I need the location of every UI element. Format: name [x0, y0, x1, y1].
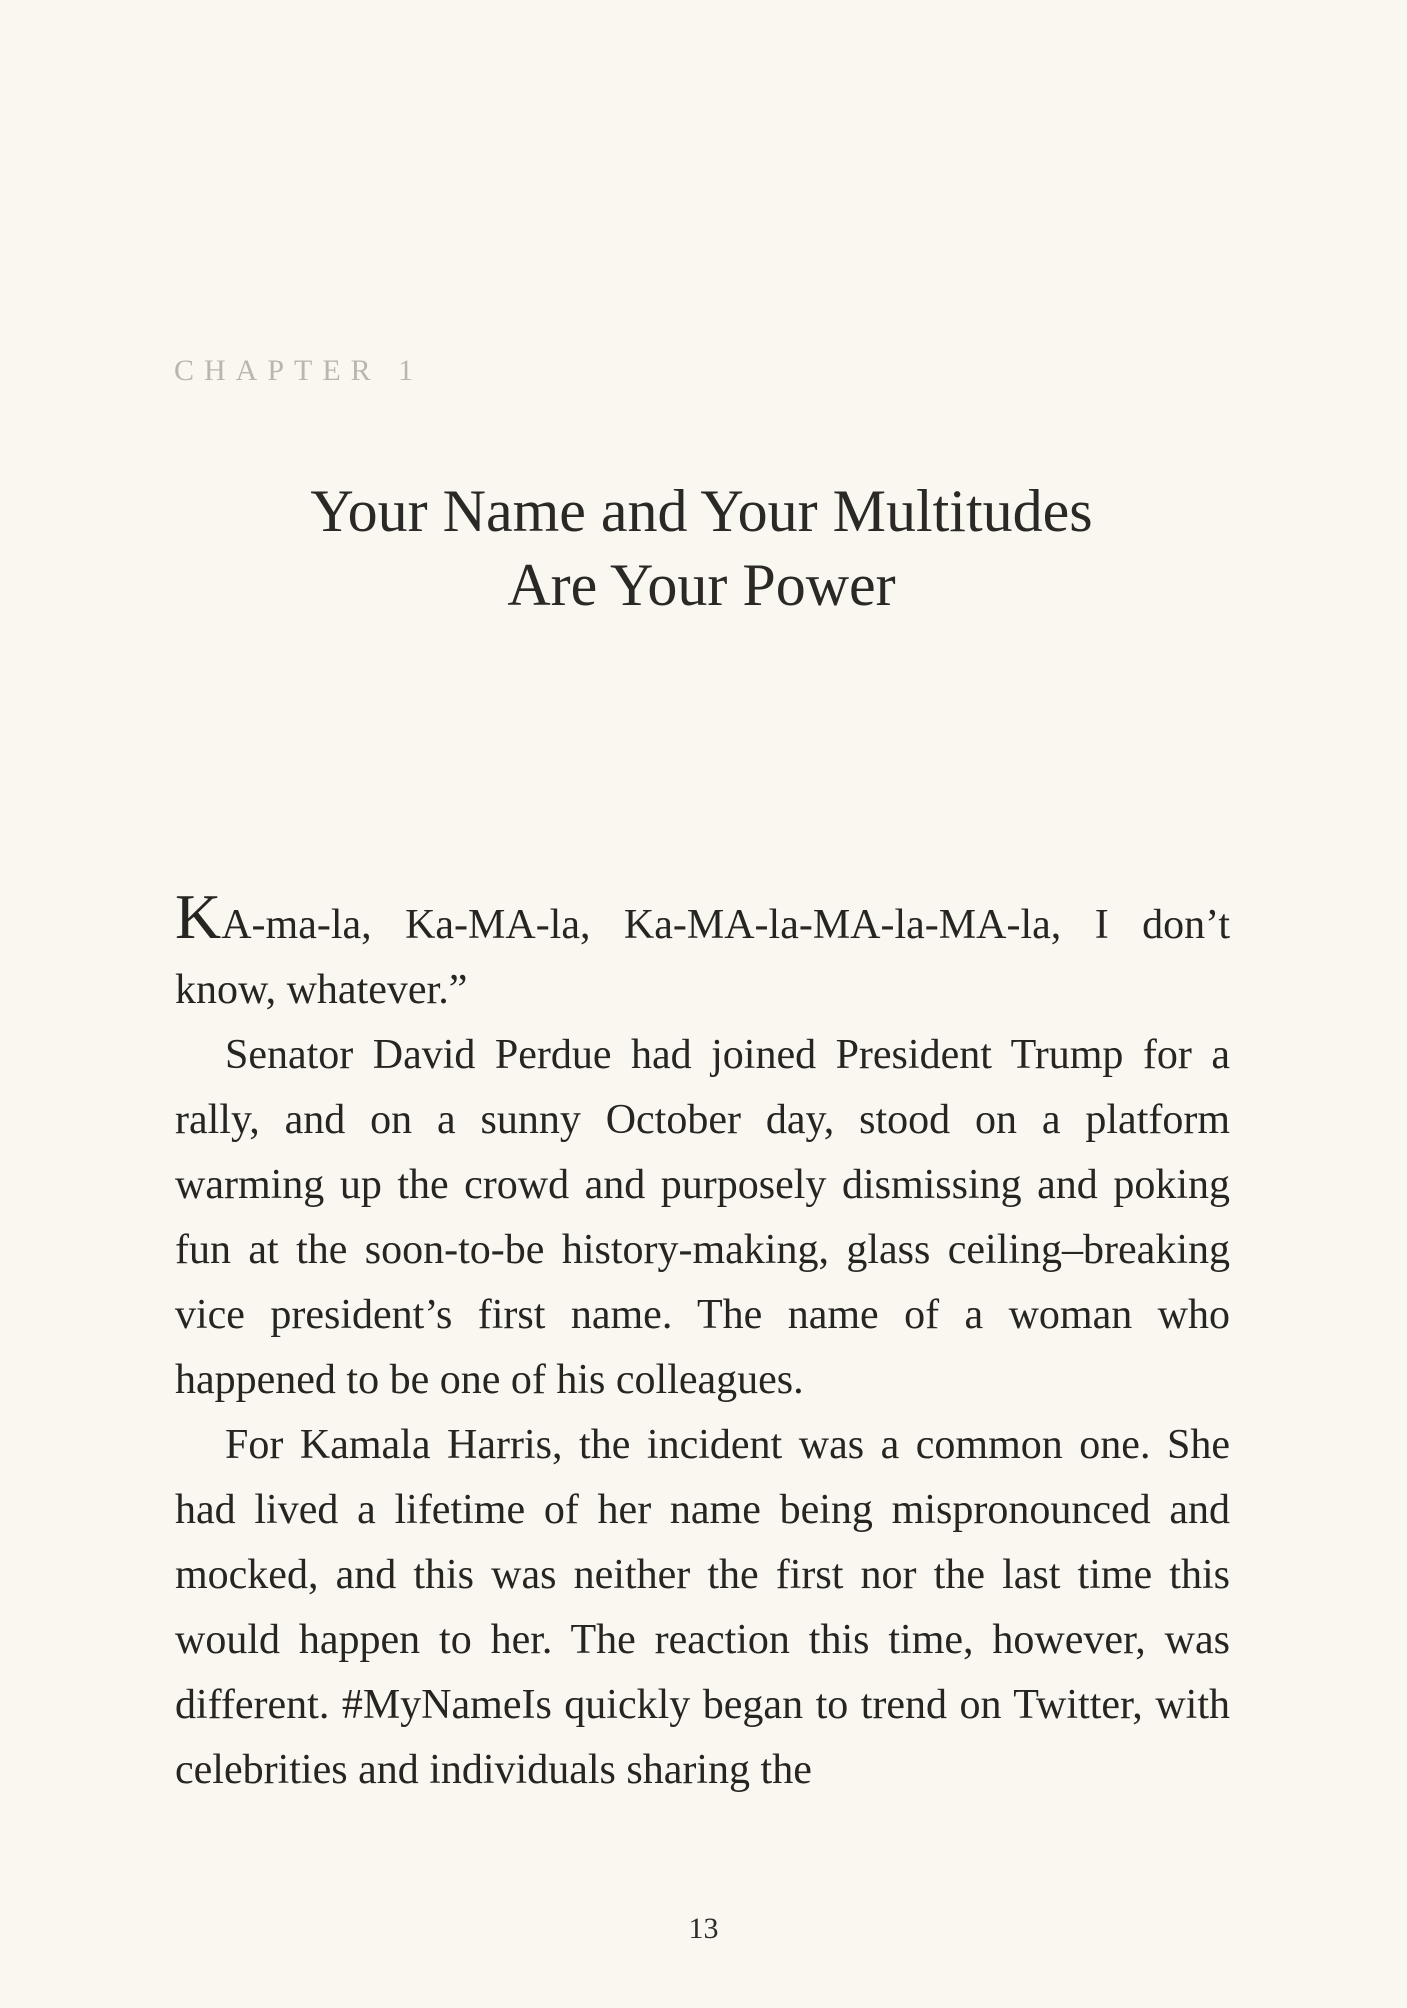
chapter-title-line-2: Are Your Power — [507, 552, 896, 618]
chapter-label: CHAPTER 1 — [174, 354, 424, 387]
paragraph-2: Senator David Perdue had joined President Trump for a rally, and on a sunny October day, stood on a platform warming up the crowd and purposely dismissing and poking fun at the soon-to-be history-making, glass ceiling–breaking vice president’s first name. The name of a woman who happened to be one of his colleagues. — [175, 1032, 1230, 1403]
paragraph-3: For Kamala Harris, the incident was a common one. She had lived a lifetime of her name being mispronounced and mocked, and this was neither the first nor the last time this would happen to her. The reaction this time, however, was different. #MyNameIs quickly began to trend on Twitter, with celebrities and individuals sharing the — [175, 1422, 1230, 1793]
body-text — [175, 881, 1230, 1803]
opening-paragraph — [175, 881, 1230, 1023]
page-number: 13 — [688, 1912, 719, 1945]
opening-paragraph-text: A-ma-la, Ka-MA-la, Ka-MA-la-MA-la-MA-la, I don’t know, whatever.” — [175, 902, 1230, 1013]
chapter-title — [174, 474, 1229, 622]
chapter-title-line-1: Your Name and Your Multitudes — [310, 478, 1093, 544]
initial-letter: K — [175, 881, 222, 952]
